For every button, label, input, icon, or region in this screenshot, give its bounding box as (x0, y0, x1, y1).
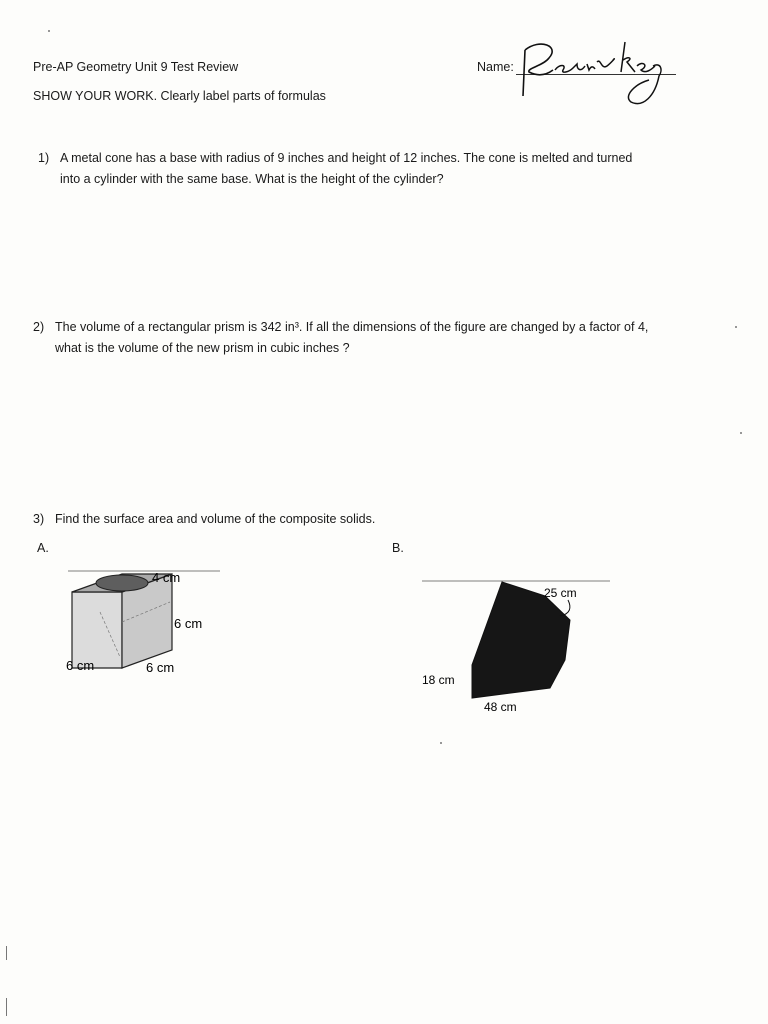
name-label: Name: (477, 60, 514, 74)
part-b-label: B. (392, 541, 404, 555)
figure-a-side-dim: 6 cm (174, 616, 203, 631)
figure-a-composite-solid (60, 562, 230, 682)
question-text-line: what is the volume of the new prism in cubic inches ? (55, 341, 350, 355)
scan-speck (48, 30, 50, 32)
part-a-label: A. (37, 541, 49, 555)
question-number: 3) (33, 512, 45, 526)
scan-speck (440, 742, 442, 744)
handwritten-signature (515, 36, 680, 116)
figure-a-bottom-dim: 6 cm (146, 660, 175, 675)
instructions: SHOW YOUR WORK. Clearly label parts of formulas (33, 89, 326, 103)
figure-a-left-dim: 6 cm (66, 658, 95, 673)
worksheet-title: Pre-AP Geometry Unit 9 Test Review (33, 60, 239, 74)
figure-b-height-dim: 18 cm (422, 673, 455, 687)
figure-b-slant-dim: 25 cm (544, 586, 577, 600)
figure-b-composite-solid (410, 570, 630, 720)
scan-speck (6, 998, 7, 1016)
question-text-line: The volume of a rectangular prism is 342 in³. If all the dimensions of the figure are changed by a factor of 4, (55, 320, 649, 334)
question-number: 1) (38, 151, 50, 165)
question-text-line: into a cylinder with the same base. What is the height of the cylinder? (60, 172, 444, 186)
figure-b-base-dim: 48 cm (484, 700, 517, 714)
question-text-line: A metal cone has a base with radius of 9 inches and height of 12 inches. The cone is melted and turned (60, 151, 633, 165)
figure-a-top-dim: 4 cm (152, 570, 181, 585)
scan-speck (735, 326, 737, 328)
scan-speck (740, 432, 742, 434)
question-number: 2) (33, 320, 45, 334)
scan-speck (6, 946, 7, 960)
question-text-line: Find the surface area and volume of the composite solids. (55, 512, 376, 526)
